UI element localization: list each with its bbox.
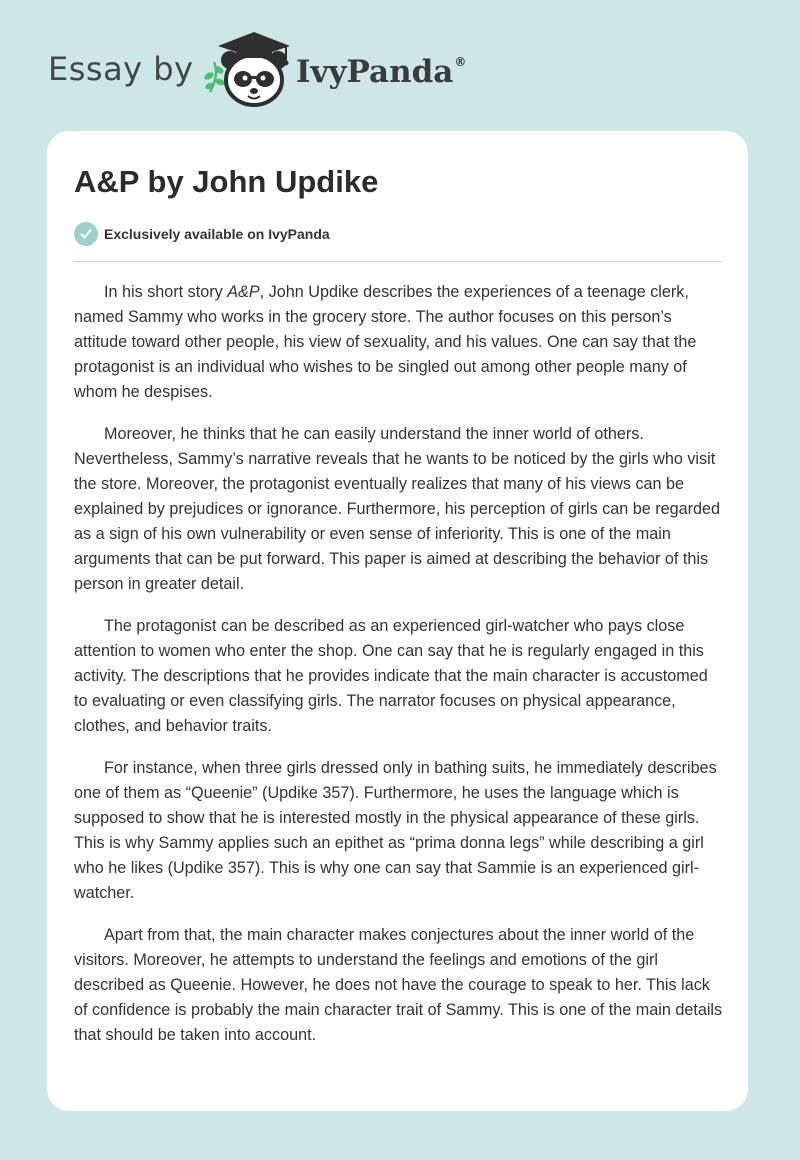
paragraph-1-after: , John Updike describes the experiences of a teenage clerk, named Sammy who works in the grocery store. The author focuses on this person’s attitude toward other people, his view of sexuality, and his values. One can say that the protagonist is an individual who wishes to be singled out among other people many of whom he despises. [74,283,697,401]
paragraph-5: Apart from that, the main character makes conjectures about the inner world of the visitors. Moreover, he attempts to understand the feelings and emotions of the girl described as Queenie. However, he does not have the courage to speak to her. This lack of confidence is probably the main character trait of Sammy. This is one of the main details that should be taken into account. [74,926,723,1044]
brand-name[interactable] [296,54,466,90]
paragraph-2: Moreover, he thinks that he can easily understand the inner world of others. Nevertheless, Sammy’s narrative reveals that he wants to be noticed by the girls who visit the store. Moreover, the protagonist eventually realizes that many of his views can be explained by prejudices or ignorance. Furthermore, his perception of girls can be regarded as a sign of his own vulnerability or even sense of inferiority. This is one of the main arguments that can be put forward. This paper is aimed at describing the behavior of this person in greater detail. [74,425,721,593]
essay-by-label: Essay by [48,50,194,88]
essay-title: A&P by John Updike [74,164,379,199]
panda-graduate-icon[interactable] [200,30,300,110]
essay-card [47,131,748,1111]
paragraph-1 [74,280,724,405]
check-circle-icon [74,222,98,246]
exclusive-badge [74,222,330,246]
paragraph-4: For instance, when three girls dressed only in bathing suits, he immediately describes one of them as “Queenie” (Updike 357). Furthermore, he uses the language which is supposed to show that he is interested mostly in the physical appearance of these girls. This is why Sammy applies such an epithet as “prima donna legs” while describing a girl who he likes (Updike 357). This is why one can say that Sammie is an experienced girl-watcher. [74,759,717,902]
essay-body [74,280,724,1065]
paragraph-3: The protagonist can be described as an experienced girl-watcher who pays close attention to women who enter the shop. One can say that he is regularly engaged in this activity. The descriptions that he provides indicate that the main character is accustomed to evaluating or even classifying girls. The narrator focuses on physical appearance, clothes, and behavior traits. [74,617,708,735]
brand-name-text: IvyPanda [296,54,454,90]
paragraph-1-before: In his short story [104,283,228,301]
registered-mark: ® [454,55,467,69]
divider [74,261,722,262]
story-title-italic: A&P [227,283,260,301]
badge-text: Exclusively available on IvyPanda [104,226,330,242]
site-header [0,0,800,130]
